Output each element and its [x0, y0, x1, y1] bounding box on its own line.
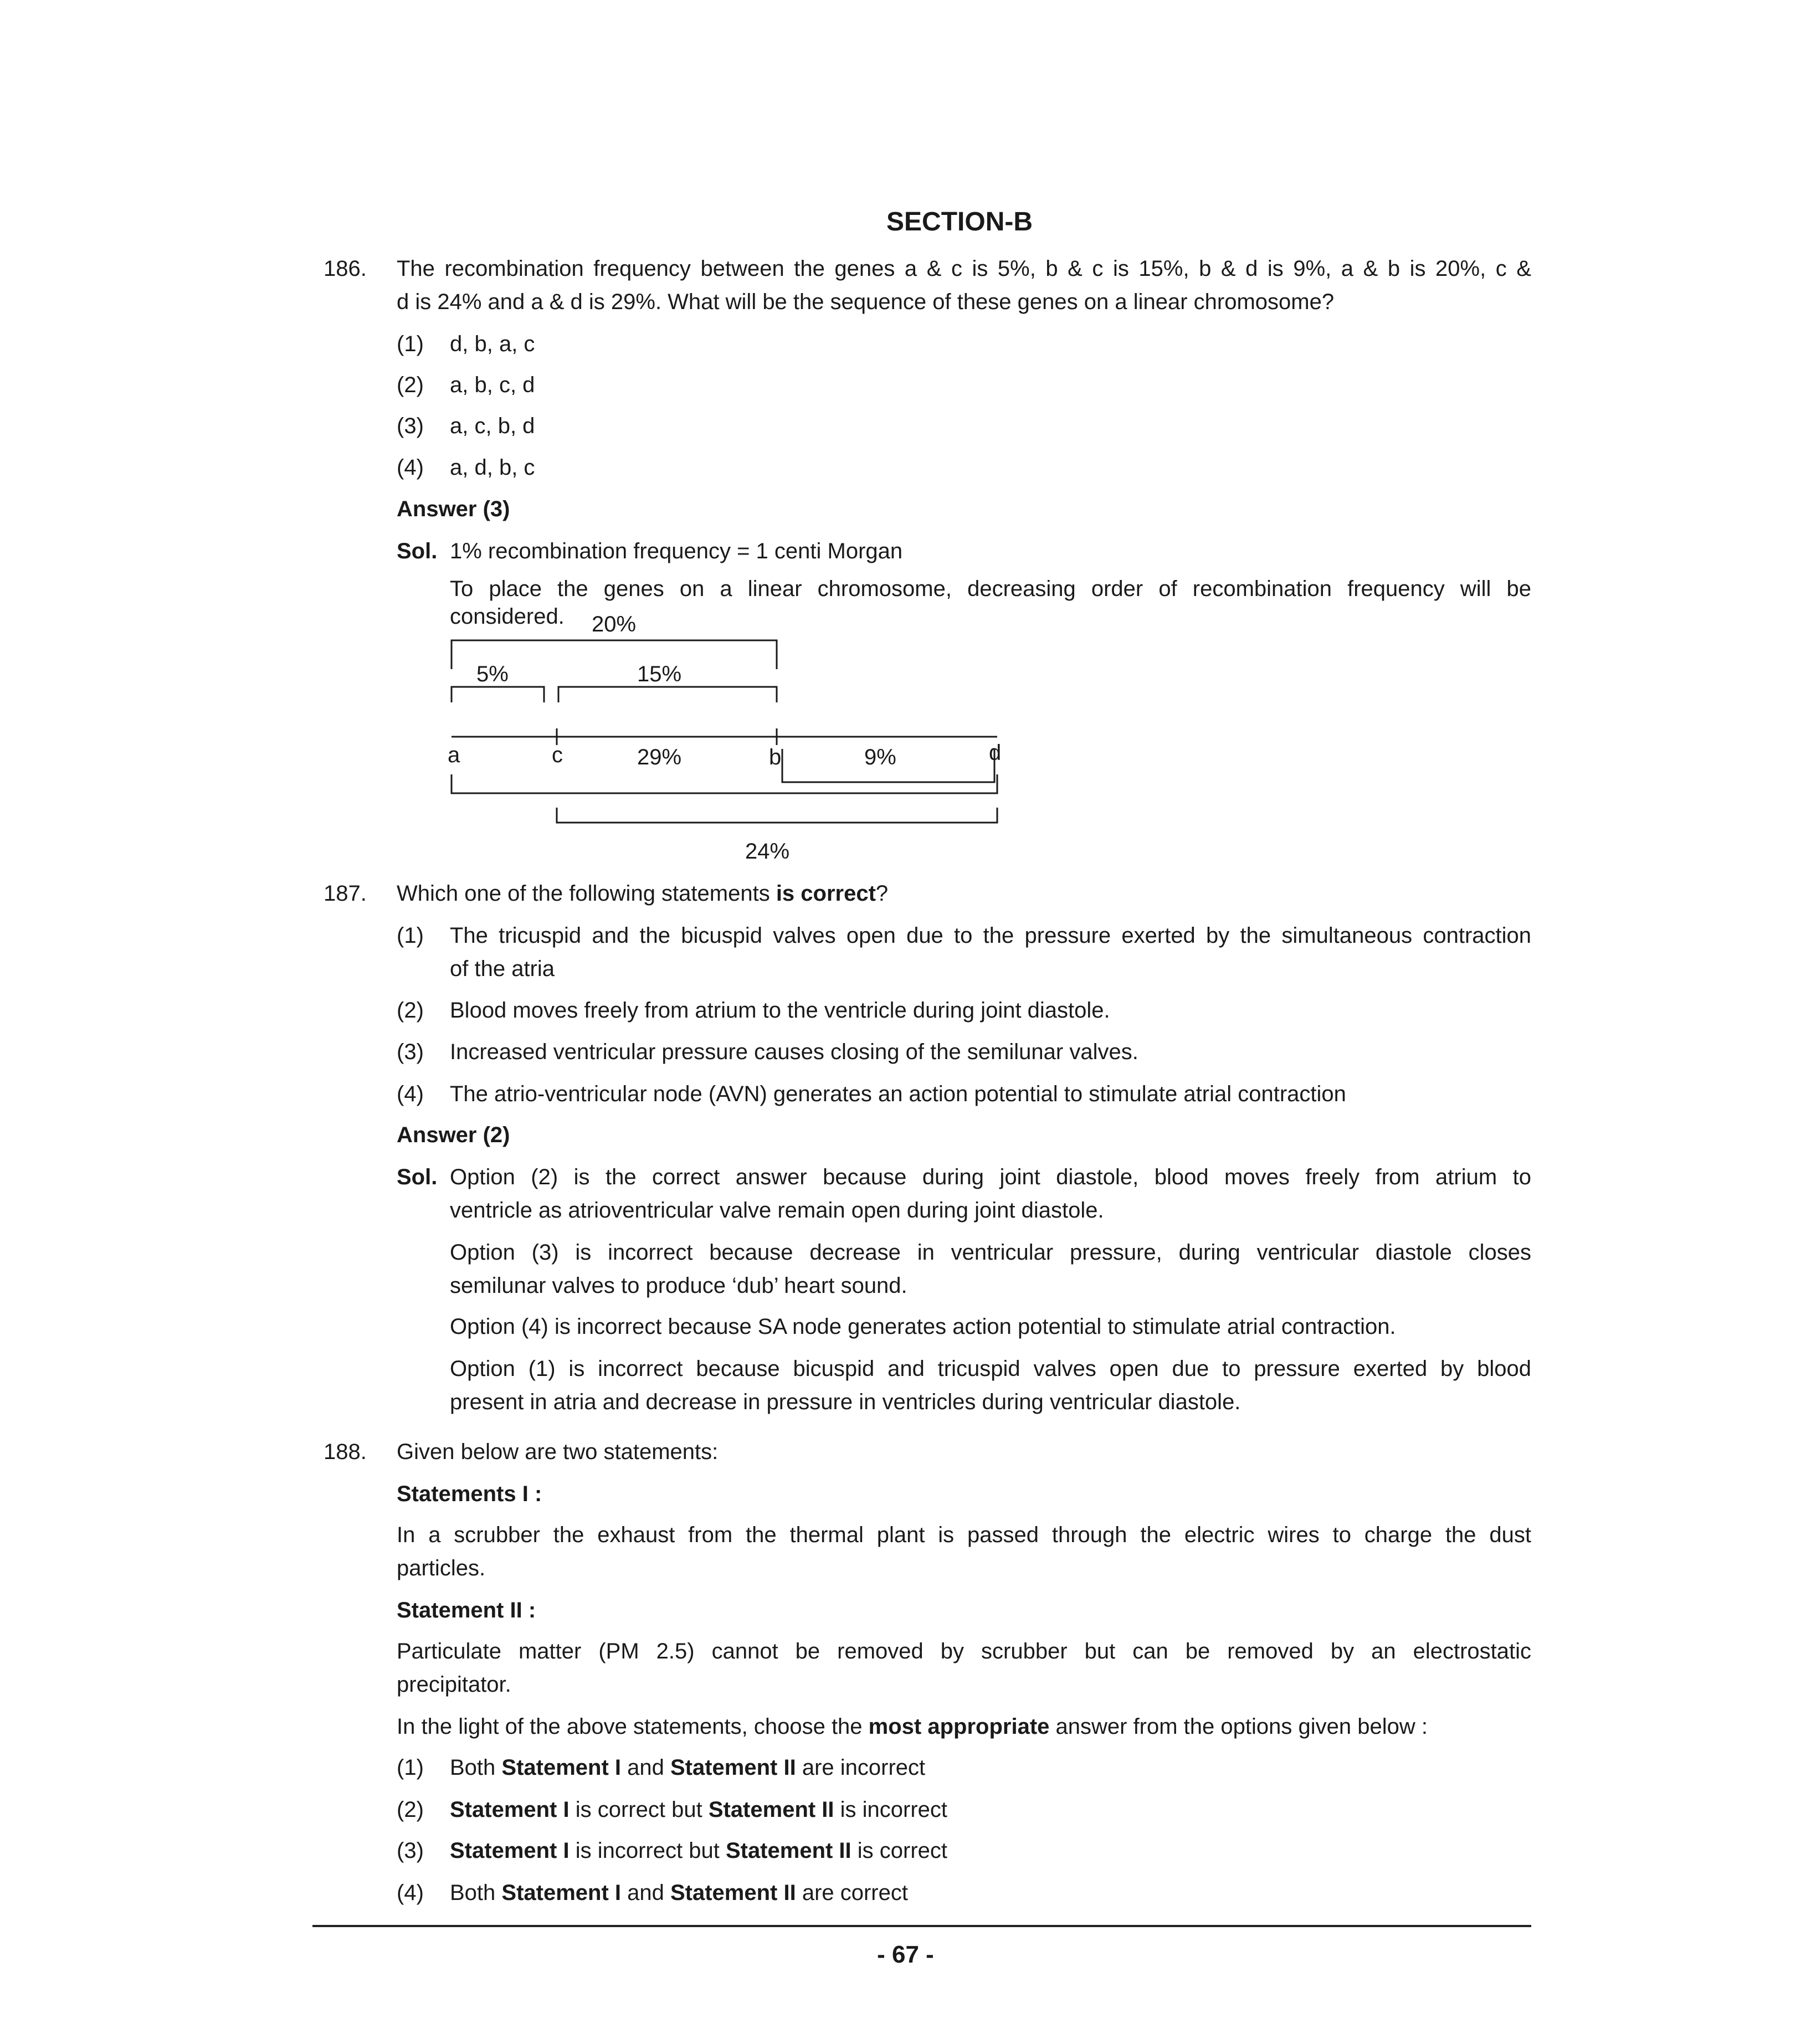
option-text: The tricuspid and the bicuspid valves open due to the pressure exerted by the simultaneous contraction	[450, 923, 1531, 948]
statement-text: In a scrubber the exhaust from the thermal plant is passed through the electric wires to charge the dust	[397, 1523, 1531, 1547]
solution-text: considered.	[450, 604, 565, 629]
bracket-ac	[452, 687, 544, 702]
option-text: a, d, b, c	[450, 455, 535, 480]
solution-text: ventricle as atrioventricular valve remain open during joint diastole.	[450, 1198, 1104, 1223]
solution-text: Option (3) is incorrect because decrease in ventricular pressure, during ventricular diastole closes	[450, 1240, 1531, 1265]
option-number: (2)	[397, 998, 424, 1023]
instruction-text: In the light of the above statements, choose the most appropriate answer from the options given below :	[397, 1714, 1428, 1739]
option-text: Both Statement I and Statement II are correct	[450, 1881, 908, 1905]
solution-text: semilunar valves to produce ‘dub’ heart sound.	[450, 1273, 907, 1298]
option-number: (3)	[397, 1040, 424, 1064]
option-number: (1)	[397, 923, 424, 948]
label-ac: 5%	[476, 662, 509, 686]
question-text: d is 24% and a & d is 29%. What will be the sequence of these genes on a linear chromosome?	[397, 290, 1335, 314]
option-text: Statement I is correct but Statement II is incorrect	[450, 1798, 948, 1822]
gene-b: b	[769, 745, 782, 769]
statement-label: Statements I :	[397, 1482, 542, 1506]
question-number: 186.	[324, 256, 367, 281]
statement-text: Particulate matter (PM 2.5) cannot be removed by scrubber but can be removed by an electrostatic	[397, 1639, 1531, 1663]
bracket-cd	[557, 808, 997, 823]
statement-label: Statement II :	[397, 1598, 536, 1622]
label-bd: 9%	[864, 745, 896, 769]
page-number: - 67 -	[877, 1941, 934, 1968]
question-number: 187.	[324, 881, 367, 906]
answer: Answer (2)	[397, 1123, 510, 1147]
option-number: (4)	[397, 455, 424, 480]
option-text: a, b, c, d	[450, 373, 535, 397]
label-ad: 29%	[637, 745, 682, 769]
section-title: SECTION-B	[886, 207, 1033, 237]
option-number: (1)	[397, 332, 424, 356]
solution-text: Option (2) is the correct answer because during joint diastole, blood moves freely from atrium to	[450, 1165, 1531, 1189]
solution-label: Sol.	[397, 1165, 438, 1189]
solution-label: Sol.	[397, 539, 438, 563]
solution-text: 1% recombination frequency = 1 centi Morgan	[450, 539, 903, 563]
question-text: Given below are two statements:	[397, 1440, 719, 1464]
option-number: (3)	[397, 414, 424, 438]
label-ab: 20%	[592, 612, 637, 636]
gene-a: a	[448, 743, 460, 767]
option-number: (2)	[397, 1798, 424, 1822]
bracket-ad	[452, 774, 997, 793]
question-text: The recombination frequency between the genes a & c is 5%, b & c is 15%, b & d is 9%, a & b is 20%, c &	[397, 256, 1531, 281]
option-text: Increased ventricular pressure causes closing of the semilunar valves.	[450, 1040, 1138, 1064]
option-number: (3)	[397, 1838, 424, 1863]
option-text: d, b, a, c	[450, 332, 535, 356]
option-text: The atrio-ventricular node (AVN) generates an action potential to stimulate atrial contraction	[450, 1082, 1346, 1106]
label-cb: 15%	[637, 662, 682, 686]
label-cd: 24%	[745, 839, 790, 864]
option-text: Both Statement I and Statement II are incorrect	[450, 1755, 926, 1780]
solution-text: Option (4) is incorrect because SA node generates action potential to stimulate atrial contraction.	[450, 1314, 1396, 1339]
gene-c: c	[552, 743, 563, 767]
solution-text: present in atria and decrease in pressure in ventricles during ventricular diastole.	[450, 1390, 1241, 1414]
option-text: Blood moves freely from atrium to the ventricle during joint diastole.	[450, 998, 1110, 1023]
answer: Answer (3)	[397, 497, 510, 521]
statement-text: precipitator.	[397, 1672, 511, 1697]
option-number: (4)	[397, 1082, 424, 1106]
solution-text: Option (1) is incorrect because bicuspid and tricuspid valves open due to pressure exerted by blood	[450, 1357, 1531, 1381]
statement-text: particles.	[397, 1556, 486, 1580]
option-number: (4)	[397, 1881, 424, 1905]
option-text: of the atria	[450, 957, 555, 981]
gene-d: d	[989, 741, 1002, 765]
option-number: (1)	[397, 1755, 424, 1780]
question-number: 188.	[324, 1440, 367, 1464]
option-number: (2)	[397, 373, 424, 397]
option-text: Statement I is incorrect but Statement II is correct	[450, 1838, 948, 1863]
bracket-cb	[558, 687, 777, 702]
option-text: a, c, b, d	[450, 414, 535, 438]
question-text: Which one of the following statements is correct?	[397, 881, 889, 906]
footer-rule	[312, 1925, 1531, 1927]
solution-text: To place the genes on a linear chromosome, decreasing order of recombination frequency will be	[450, 577, 1531, 601]
